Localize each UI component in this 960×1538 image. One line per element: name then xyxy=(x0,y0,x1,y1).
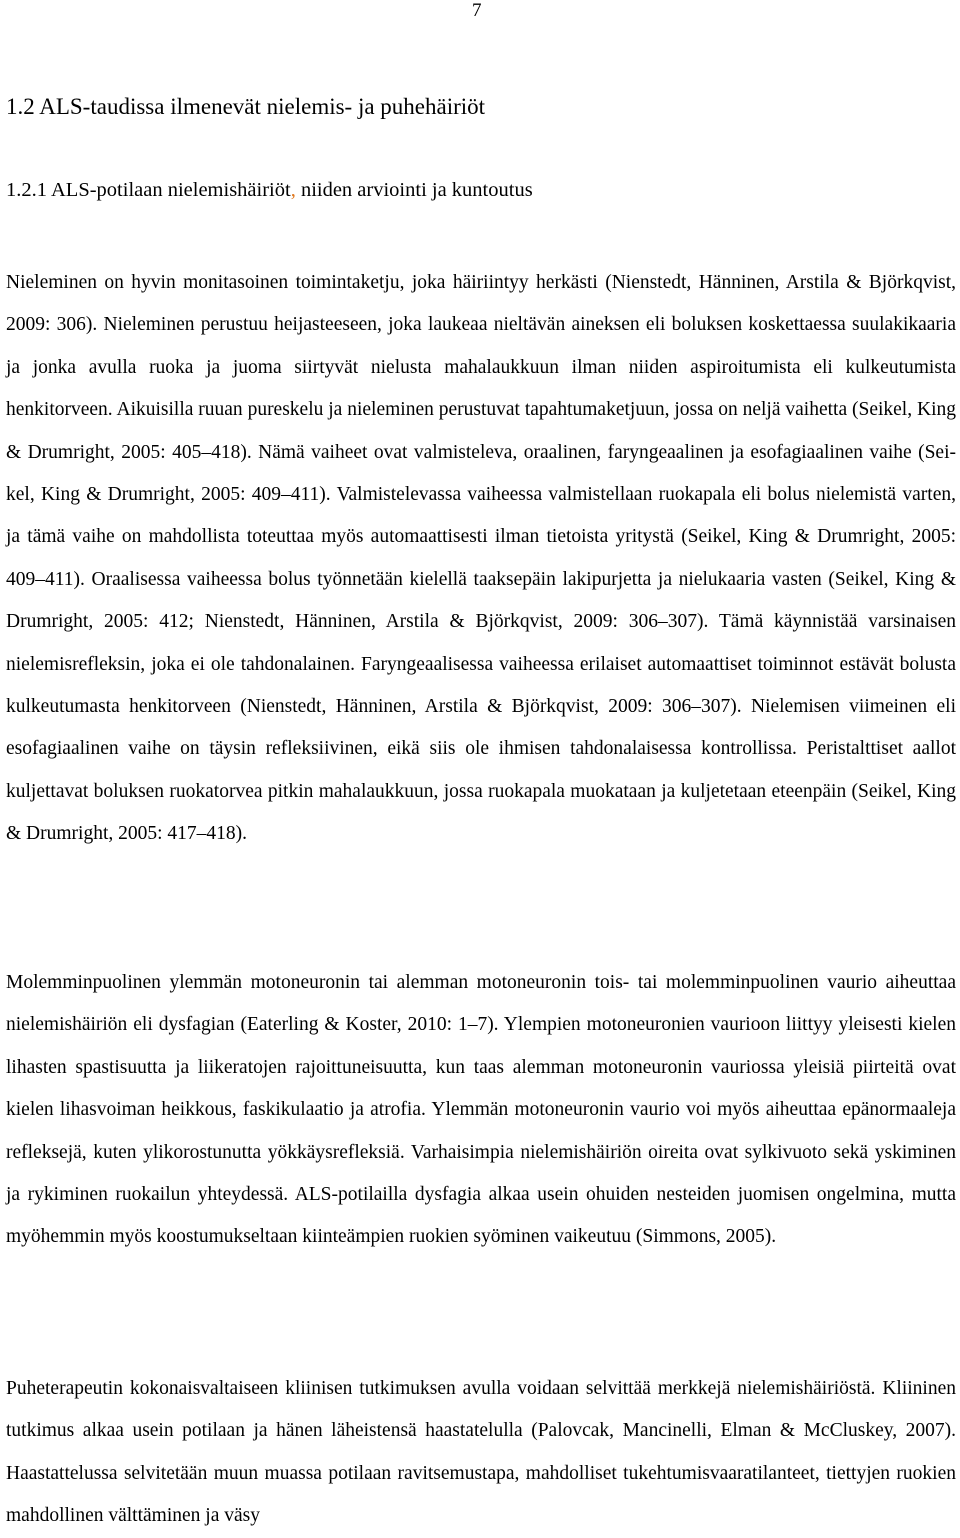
highlighted-comma: , xyxy=(290,179,296,201)
page-number: 7 xyxy=(472,0,482,21)
subsection-heading-part-2: niiden arviointi ja kuntoutus xyxy=(295,179,533,201)
body-paragraph: Puheterapeutin kokonaisvaltaiseen kliinisen tutkimuksen avulla voidaan selvittää merkkejä nielemishäiriöstä. Kliininen tutkimus alkaa usein potilaan ja hänen läheistensä haastatelulla (Palovcak, Mancinelli, Elman & McCluskey, 2007). Haastattelussa selvitetään muun muassa potilaan ravitsemustapa, mahdolliset tukehtumisvaaratilanteet, tiettyjen ruokien mahdollinen välttäminen ja väsy xyxy=(6,1378,956,1527)
section-heading: 1.2 ALS-taudissa ilmenevät nielemis- ja puhehäiriöt xyxy=(6,94,486,119)
body-paragraph: Molemminpuolinen ylemmän motoneuronin tai alemman motoneuronin tois- tai molemminpuolinen vaurio aiheuttaa nielemishäiriön eli dysfagian (Eaterling & Koster, 2010: 1–7). Ylempien motoneuronien vaurioon liittyy yleisesti kielen lihasten spastisuutta ja liikeratojen rajoittuneisuutta, kun taas alemman motoneuronin vauriossa yleisiä piirteitä ovat kielen lihasvoiman heikkous, faskikulaatio ja atrofia. Ylemmän motoneuronin vaurio voi myös aiheuttaa epänormaaleja refleksejä, kuten ylikorostunutta yökkäysrefleksiä. Varhaisimpia nielemishäiriön oireita ovat sylkivuoto sekä yskiminen ja rykiminen ruokailun yhteydessä. ALS-potilailla dysfagia alkaa usein ohuiden nesteiden juomisen ongelmina, mutta myöhemmin myös koostumukseltaan kiinteämpien ruokien syöminen vaikeutuu (Simmons, 2005). xyxy=(6,972,956,1248)
subsection-heading xyxy=(6,176,533,204)
body-paragraph: Nieleminen on hyvin monitasoinen toimintaketju, joka häiriintyy herkästi (Nienstedt, Hänninen, Arstila & Björkqvist, 2009: 306). Nieleminen perustuu heijasteeseen, joka laukeaa nieltävän aineksen eli boluksen koskettaessa suulakikaaria ja jonka avulla ruoka ja juoma siirtyvät nielusta mahalaukkuun ilman niiden aspiroitumista eli kulkeutumista henkitorveen. Aikuisilla ruuan pureskelu ja nieleminen perustuvat tapahtumaketjuun, jossa on neljä vaihetta (Seikel, King & Drumright, 2005: 405–418). Nämä vaiheet ovat valmisteleva, oraalinen, faryngeaalinen ja esofagiaalinen vaihe (Seikel, King & Drumright, 2005: 409–411). Valmistelevassa vaiheessa valmistellaan ruokapala eli bolus nielemistä varten, ja tämä vaihe on mahdollista toteuttaa myös automaattisesti ilman tietoista yritystä (Seikel, King & Drumright, 2005: 409–411). Oraalisessa vaiheessa bolus työnnetään kielellä taaksepäin lakipurjetta ja nielukaaria vasten (Seikel, King & Drumright, 2005: 412; Nienstedt, Hänninen, Arstila & Björkqvist, 2009: 306–307). Tämä käynnistää varsinaisen nielemisrefleksin, joka ei ole tahdonalainen. Faryngeaalisessa vaiheessa erilaiset automaattiset toiminnot estävät bolusta kulkeutumasta henkitorveen (Nienstedt, Hänninen, Arstila & Björkqvist, 2009: 306–307). Nielemisen viimeinen eli esofagiaalinen vaihe on täysin refleksiivinen, eikä siis ole ihmisen tahdonalaisessa kontrollissa. Peristalttiset aallot kuljettavat boluksen ruokatorvea pitkin mahalaukkuun, jossa ruokapala muokataan ja kuljetetaan eteenpäin (Seikel, King & Drumright, 2005: 417–418). xyxy=(6,272,956,845)
subsection-heading-part-1: 1.2.1 ALS-potilaan nielemishäiriöt xyxy=(6,179,291,201)
